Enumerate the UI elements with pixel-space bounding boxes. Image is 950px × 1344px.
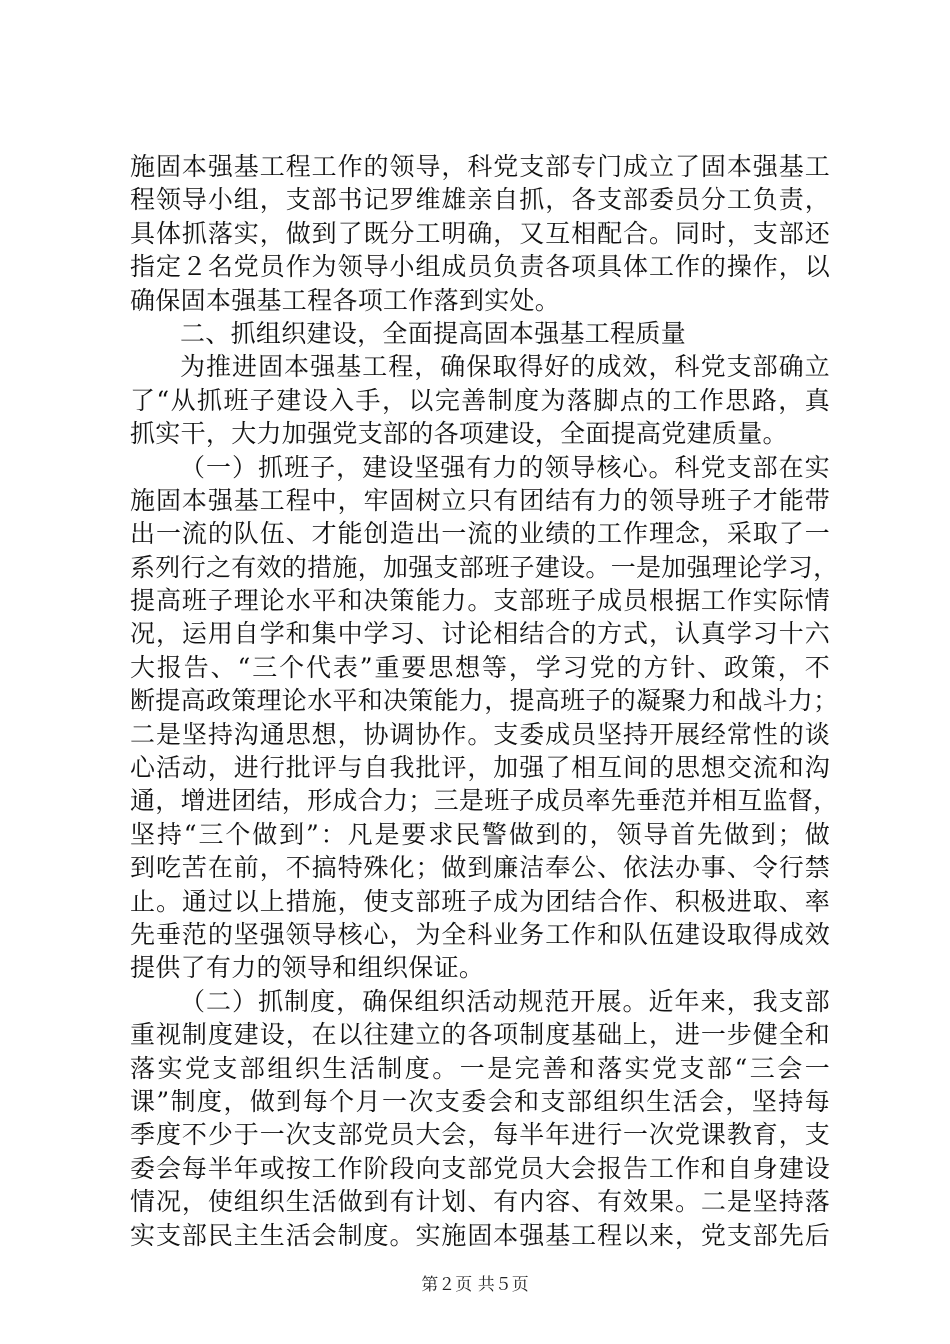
text-line: 情况，使组织生活做到有计划、有内容、有效果。二是坚持落 [130,1187,830,1217]
document-body [130,150,839,1252]
text-line: 到吃苦在前，不搞特殊化；做到廉洁奉公、依法办事、令行禁 [130,853,830,883]
text-line: 通，增进团结，形成合力；三是班子成员率先垂范并相互监督， [130,786,839,816]
text-line: 提供了有力的领导和组织保证。 [130,953,485,983]
text-line: 施固本强基工程中，牢固树立只有团结有力的领导班子才能带 [130,485,830,515]
text-line: 指定２名党员作为领导小组成员负责各项具体工作的操作，以 [130,252,830,282]
text-line: 大报告、“三个代表”重要思想等，学习党的方针、政策，不 [130,652,830,682]
text-line: 况，运用自学和集中学习、讨论相结合的方式，认真学习十六 [130,619,830,649]
text-line: 了“从抓班子建设入手，以完善制度为落脚点的工作思路，真 [130,385,830,415]
text-line: 断提高政策理论水平和决策能力，提高班子的凝聚力和战斗力； [130,686,839,716]
text-line: 坚持“三个做到”：凡是要求民警做到的，领导首先做到；做 [130,819,830,849]
text-line: 二是坚持沟通思想，协调协作。支委成员坚持开展经常性的谈 [130,719,830,749]
text-line: 重视制度建设，在以往建立的各项制度基础上，进一步健全和 [130,1020,830,1050]
text-line: （二）抓制度，确保组织活动规范开展。近年来，我支部 [180,986,830,1016]
text-line: 委会每半年或按工作阶段向支部党员大会报告工作和自身建设 [130,1153,830,1183]
text-line: 出一流的队伍、才能创造出一流的业绩的工作理念，采取了一 [130,519,830,549]
text-line: 二、抓组织建设，全面提高固本强基工程质量 [180,318,687,348]
text-line: 抓实干，大力加强党支部的各项建设，全面提高党建质量。 [130,419,788,449]
text-line: 施固本强基工程工作的领导，科党支部专门成立了固本强基工 [130,152,830,181]
text-line: 系列行之有效的措施，加强支部班子建设。一是加强理论学习， [130,552,839,582]
text-line: 确保固本强基工程各项工作落到实处。 [130,285,561,315]
text-line: 心活动，进行批评与自我批评，加强了相互间的思想交流和沟 [130,753,830,783]
text-line: 为推进固本强基工程，确保取得好的成效，科党支部确立 [180,352,830,382]
text-line: 季度不少于一次支部党员大会，每半年进行一次党课教育，支 [130,1120,830,1150]
text-line: 提高班子理论水平和决策能力。支部班子成员根据工作实际情 [130,586,830,616]
text-line: 止。通过以上措施，使支部班子成为团结合作、积极进取、率 [130,886,830,916]
page-footer: 第２页 共５页 [421,1275,529,1295]
text-line: 课”制度，做到每个月一次支委会和支部组织生活会，坚持每 [130,1086,830,1116]
text-line: 落实党支部组织生活制度。一是完善和落实党支部“三会一 [130,1053,830,1083]
text-line: （一）抓班子，建设坚强有力的领导核心。科党支部在实 [180,452,830,482]
text-line: 先垂范的坚强领导核心，为全科业务工作和队伍建设取得成效 [130,919,830,949]
text-line: 程领导小组，支部书记罗维雄亲自抓，各支部委员分工负责， [130,185,830,215]
text-line: 具体抓落实，做到了既分工明确，又互相配合。同时，支部还 [130,218,830,248]
text-line: 实支部民主生活会制度。实施固本强基工程以来，党支部先后 [130,1220,830,1250]
